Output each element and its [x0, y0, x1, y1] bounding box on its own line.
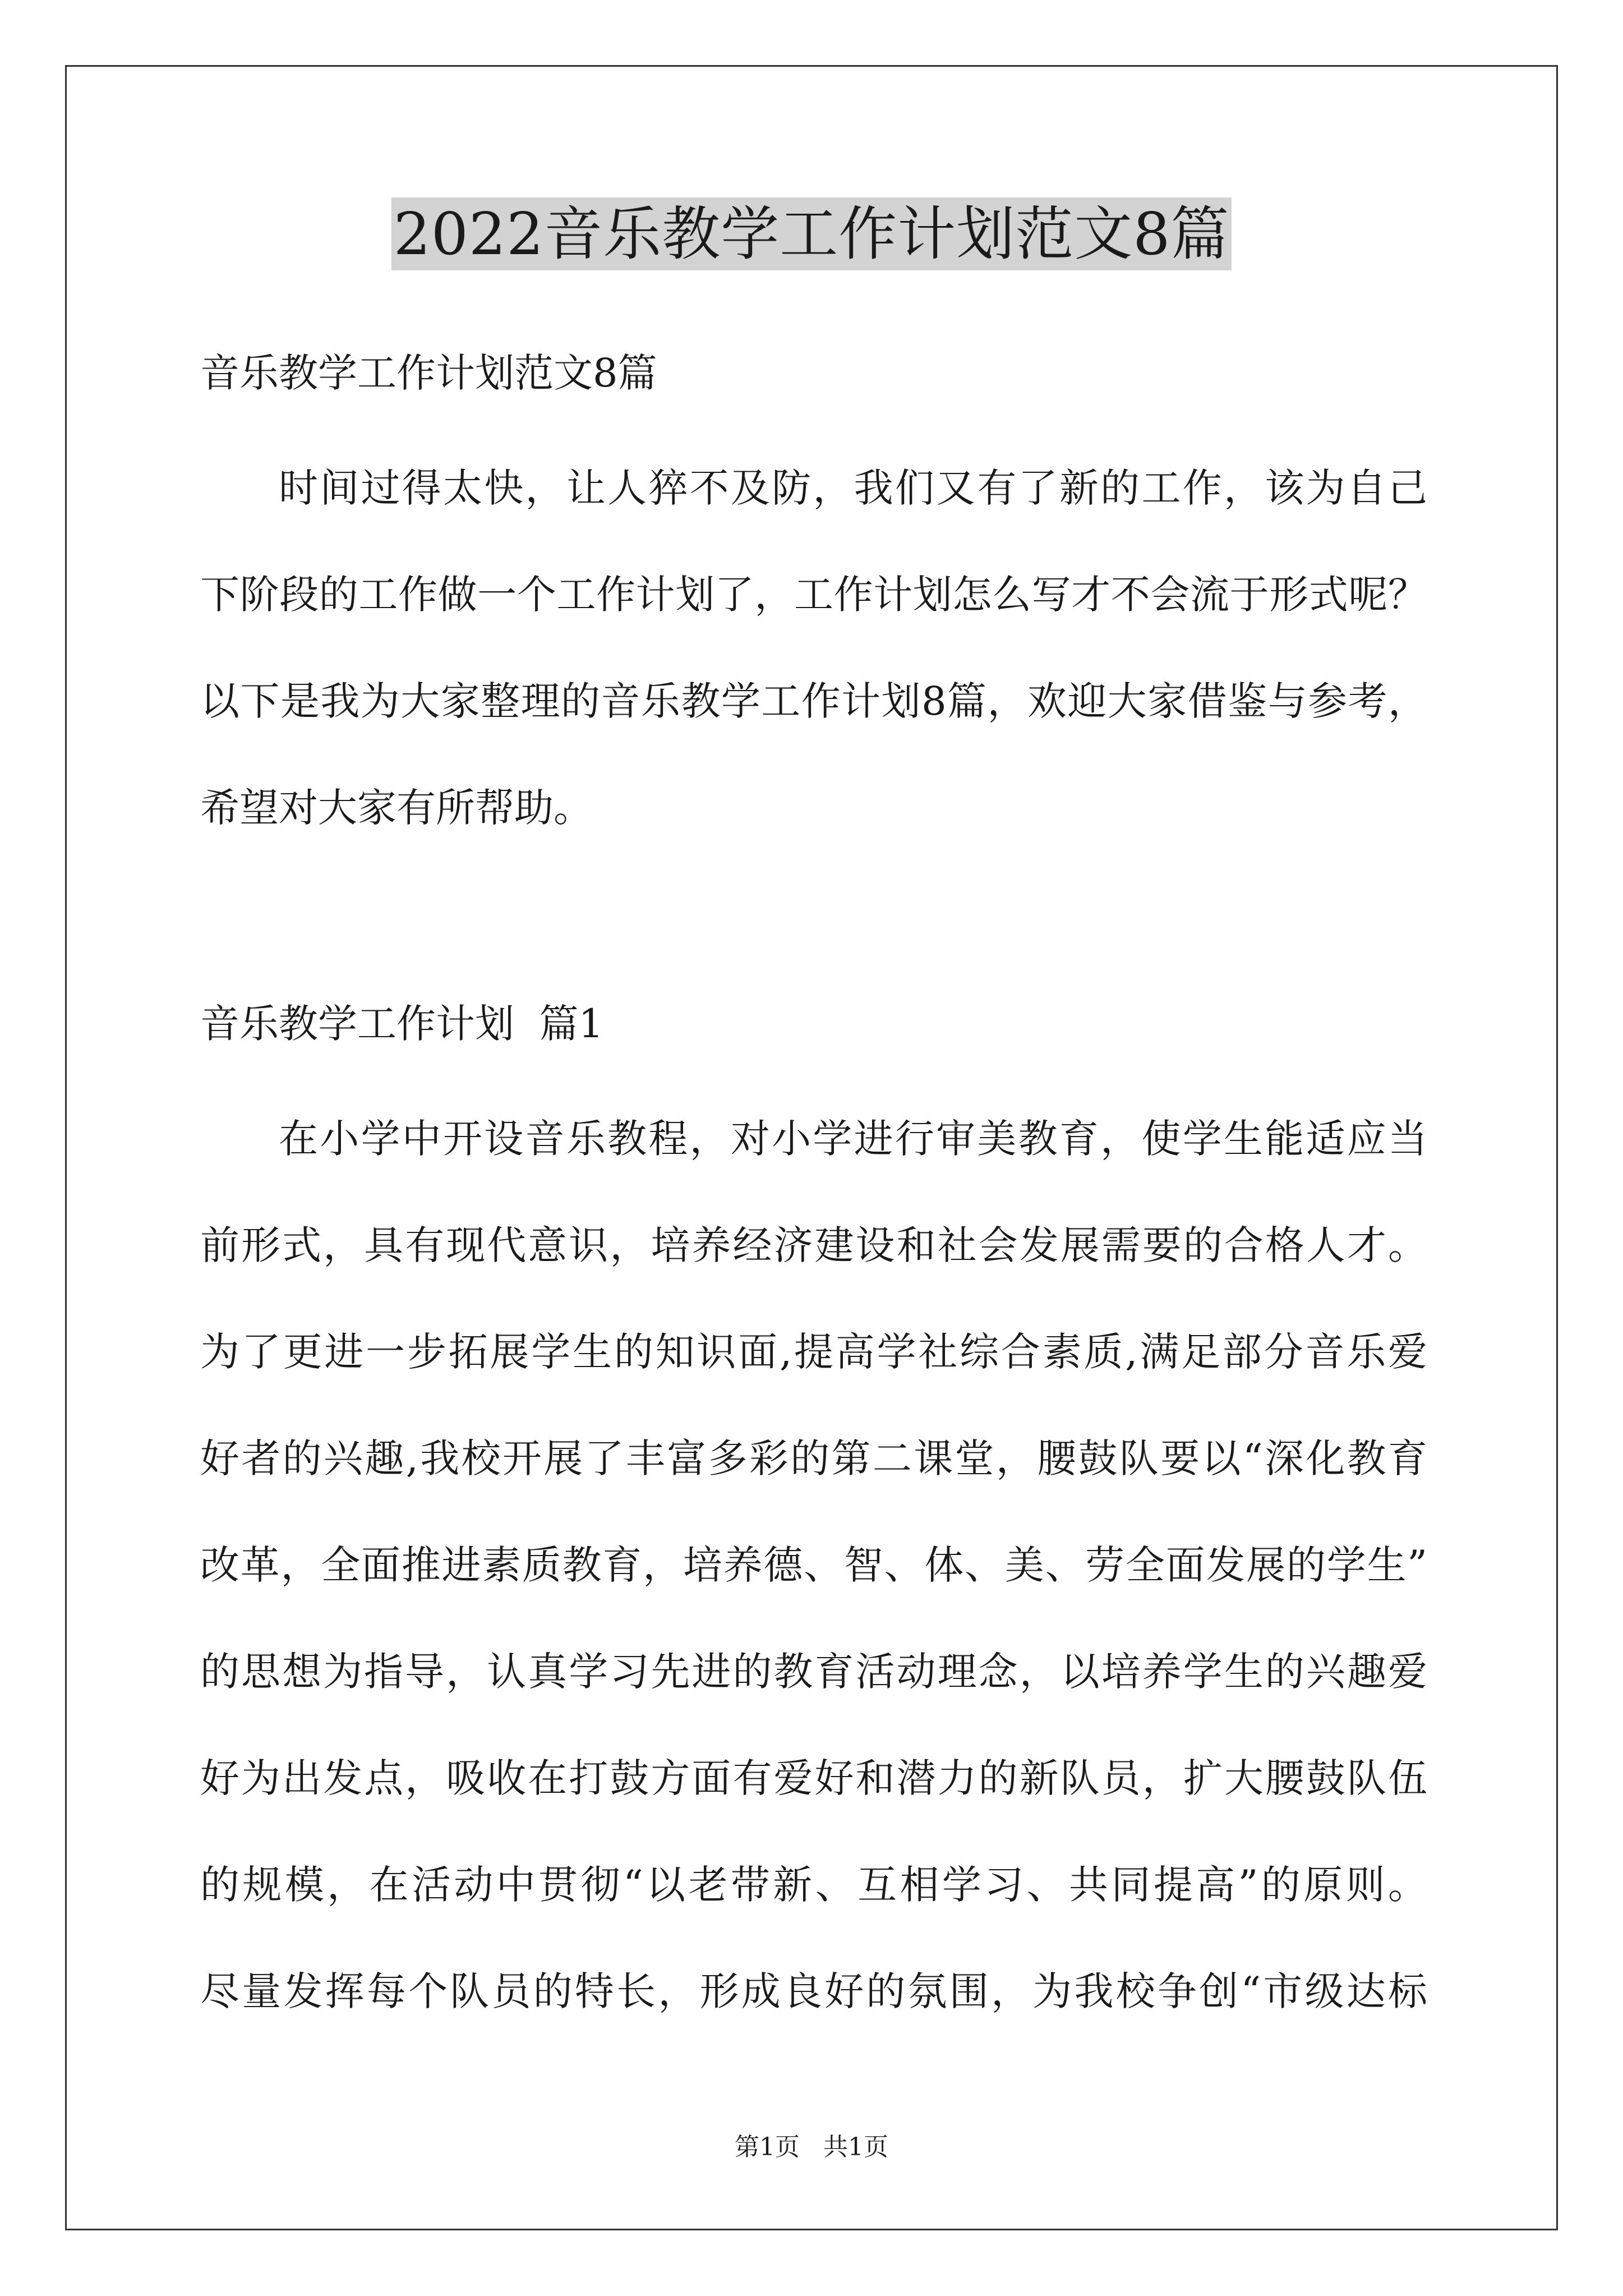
- document-subtitle: 音乐教学工作计划范文8篇: [200, 350, 657, 396]
- intro-line: 希望对大家有所帮助。: [200, 785, 593, 831]
- intro-line: 下阶段的工作做一个工作计划了，工作计划怎么写才不会流于形式呢？: [200, 572, 1427, 618]
- body-line: 改革，全面推进素质教育，培养德、智、体、美、劳全面发展的学生”: [200, 1542, 1427, 1588]
- intro-line: 时间过得太快，让人猝不及防，我们又有了新的工作，该为自己: [279, 465, 1427, 511]
- body-line: 好为出发点，吸收在打鼓方面有爱好和潜力的新队员，扩大腰鼓队伍: [200, 1755, 1427, 1801]
- body-line: 在小学中开设音乐教程，对小学进行审美教育，使学生能适应当: [279, 1116, 1427, 1162]
- body-line: 的规模，在活动中贯彻“以老带新、互相学习、共同提高”的原则。: [200, 1862, 1427, 1908]
- body-line: 为了更进一步拓展学生的知识面,提高学社综合素质,满足部分音乐爱: [200, 1329, 1427, 1375]
- page-footer: 第1页 共1页: [735, 2133, 888, 2161]
- body-line: 尽量发挥每个队员的特长，形成良好的氛围，为我校争创“市级达标: [200, 1968, 1427, 2014]
- document-title-text: 2022音乐教学工作计划范文8篇: [391, 197, 1232, 270]
- body-line: 的思想为指导，认真学习先进的教育活动理念，以培养学生的兴趣爱: [200, 1649, 1427, 1695]
- body-line: 好者的兴趣,我校开展了丰富多彩的第二课堂，腰鼓队要以“深化教育: [200, 1435, 1427, 1481]
- section-heading: 音乐教学工作计划 篇1: [200, 1001, 604, 1047]
- intro-line: 以下是我为大家整理的音乐教学工作计划8篇，欢迎大家借鉴与参考，: [200, 678, 1427, 724]
- body-line: 前形式，具有现代意识，培养经济建设和社会发展需要的合格人才。: [200, 1222, 1427, 1268]
- document-title: [0, 197, 1623, 270]
